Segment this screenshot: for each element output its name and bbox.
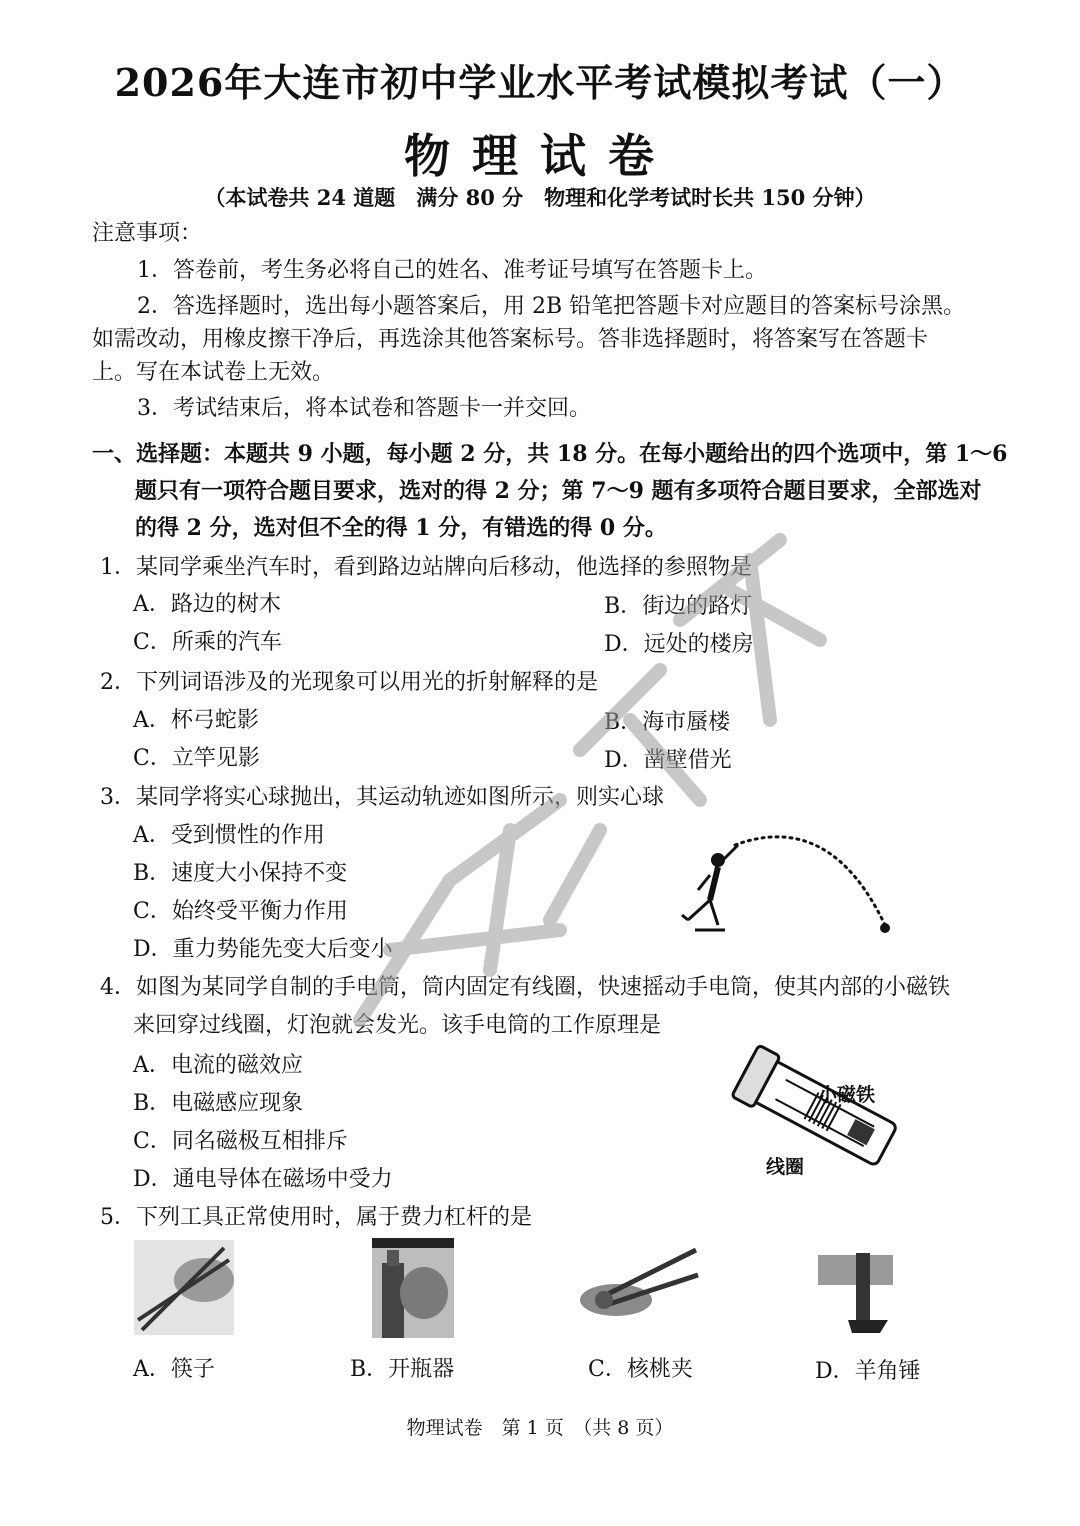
option: C．核桃夹 <box>588 1357 693 1382</box>
bottle-opener-photo <box>372 1238 454 1338</box>
option: B．海市蜃楼 <box>604 710 731 735</box>
option: C．同名磁极互相排斥 <box>133 1129 348 1154</box>
question-stem: 2．下列词语涉及的光现象可以用光的折射解释的是 <box>100 670 598 695</box>
claw-hammer-photo <box>818 1245 893 1340</box>
notice-item: 2．答选择题时，选出每小题答案后，用 2B 铅笔把答题卡对应题目的答案标号涂黑。 <box>137 294 966 319</box>
option: B．开瓶器 <box>350 1357 455 1382</box>
notice-item: 如需改动，用橡皮擦干净后，再选涂其他答案标号。答非选择题时，将答案写在答题卡 <box>92 327 929 352</box>
notice-heading: 注意事项： <box>92 221 203 246</box>
shot-put-trajectory-figure <box>660 820 900 950</box>
page-footer: 物理试卷 第 1 页 （共 8 页） <box>406 1417 674 1439</box>
option: A．电流的磁效应 <box>133 1053 303 1078</box>
option: A．筷子 <box>133 1357 215 1382</box>
option: C．始终受平衡力作用 <box>133 899 348 924</box>
exam-subject: 物理试卷 <box>404 129 676 183</box>
option: B．街边的路灯 <box>604 594 753 619</box>
option: A．杯弓蛇影 <box>133 708 259 733</box>
notice-item: 1．答卷前，考生务必将自己的姓名、准考证号填写在答题卡上。 <box>137 258 767 283</box>
question-stem: 5．下列工具正常使用时，属于费力杠杆的是 <box>100 1205 532 1230</box>
notice-item: 3．考试结束后，将本试卷和答题卡一并交回。 <box>137 396 591 421</box>
figure-label-magnet: 小磁铁 <box>818 1084 876 1106</box>
option: D．通电导体在磁场中受力 <box>133 1167 393 1192</box>
section-instruction: 一、选择题：本题共 9 小题，每小题 2 分，共 18 分。在每小题给出的四个选项中，第 1～6 <box>92 441 1008 467</box>
option: A．路边的树木 <box>133 592 281 617</box>
section-instruction: 的得 2 分，选对但不全的得 1 分，有错选的得 0 分。 <box>135 515 667 541</box>
option: B．电磁感应现象 <box>133 1091 304 1116</box>
option: C．所乘的汽车 <box>133 630 282 655</box>
figure-label-coil: 线圈 <box>766 1156 805 1178</box>
chopsticks-photo <box>134 1240 234 1335</box>
question-stem: 3．某同学将实心球抛出，其运动轨迹如图所示，则实心球 <box>100 785 664 810</box>
option: D．远处的楼房 <box>604 632 754 657</box>
question-stem: 1．某同学乘坐汽车时，看到路边站牌向后移动，他选择的参照物是 <box>100 555 752 580</box>
question-stem: 来回穿过线圈，灯泡就会发光。该手电筒的工作原理是 <box>133 1013 662 1038</box>
option: C．立竿见影 <box>133 746 260 771</box>
option: B．速度大小保持不变 <box>133 861 348 886</box>
option: A．受到惯性的作用 <box>133 823 325 848</box>
exam-title: 2026年大连市初中学业水平考试模拟考试（一） <box>114 60 966 105</box>
section-instruction: 题只有一项符合题目要求，选对的得 2 分；第 7～9 题有多项符合题目要求，全部选对 <box>135 478 982 504</box>
flashlight-figure <box>715 1045 915 1175</box>
nutcracker-photo <box>576 1245 702 1327</box>
option: D．羊角锤 <box>815 1359 921 1384</box>
option: D．重力势能先变大后变小 <box>133 937 393 962</box>
question-stem: 4．如图为某同学自制的手电筒，筒内固定有线圈，快速摇动手电筒，使其内部的小磁铁 <box>100 975 950 1000</box>
exam-info: （本试卷共 24 道题 满分 80 分 物理和化学考试时长共 150 分钟） <box>204 185 876 210</box>
option: D．凿壁借光 <box>604 748 732 773</box>
notice-item: 上。写在本试卷上无效。 <box>92 360 335 385</box>
